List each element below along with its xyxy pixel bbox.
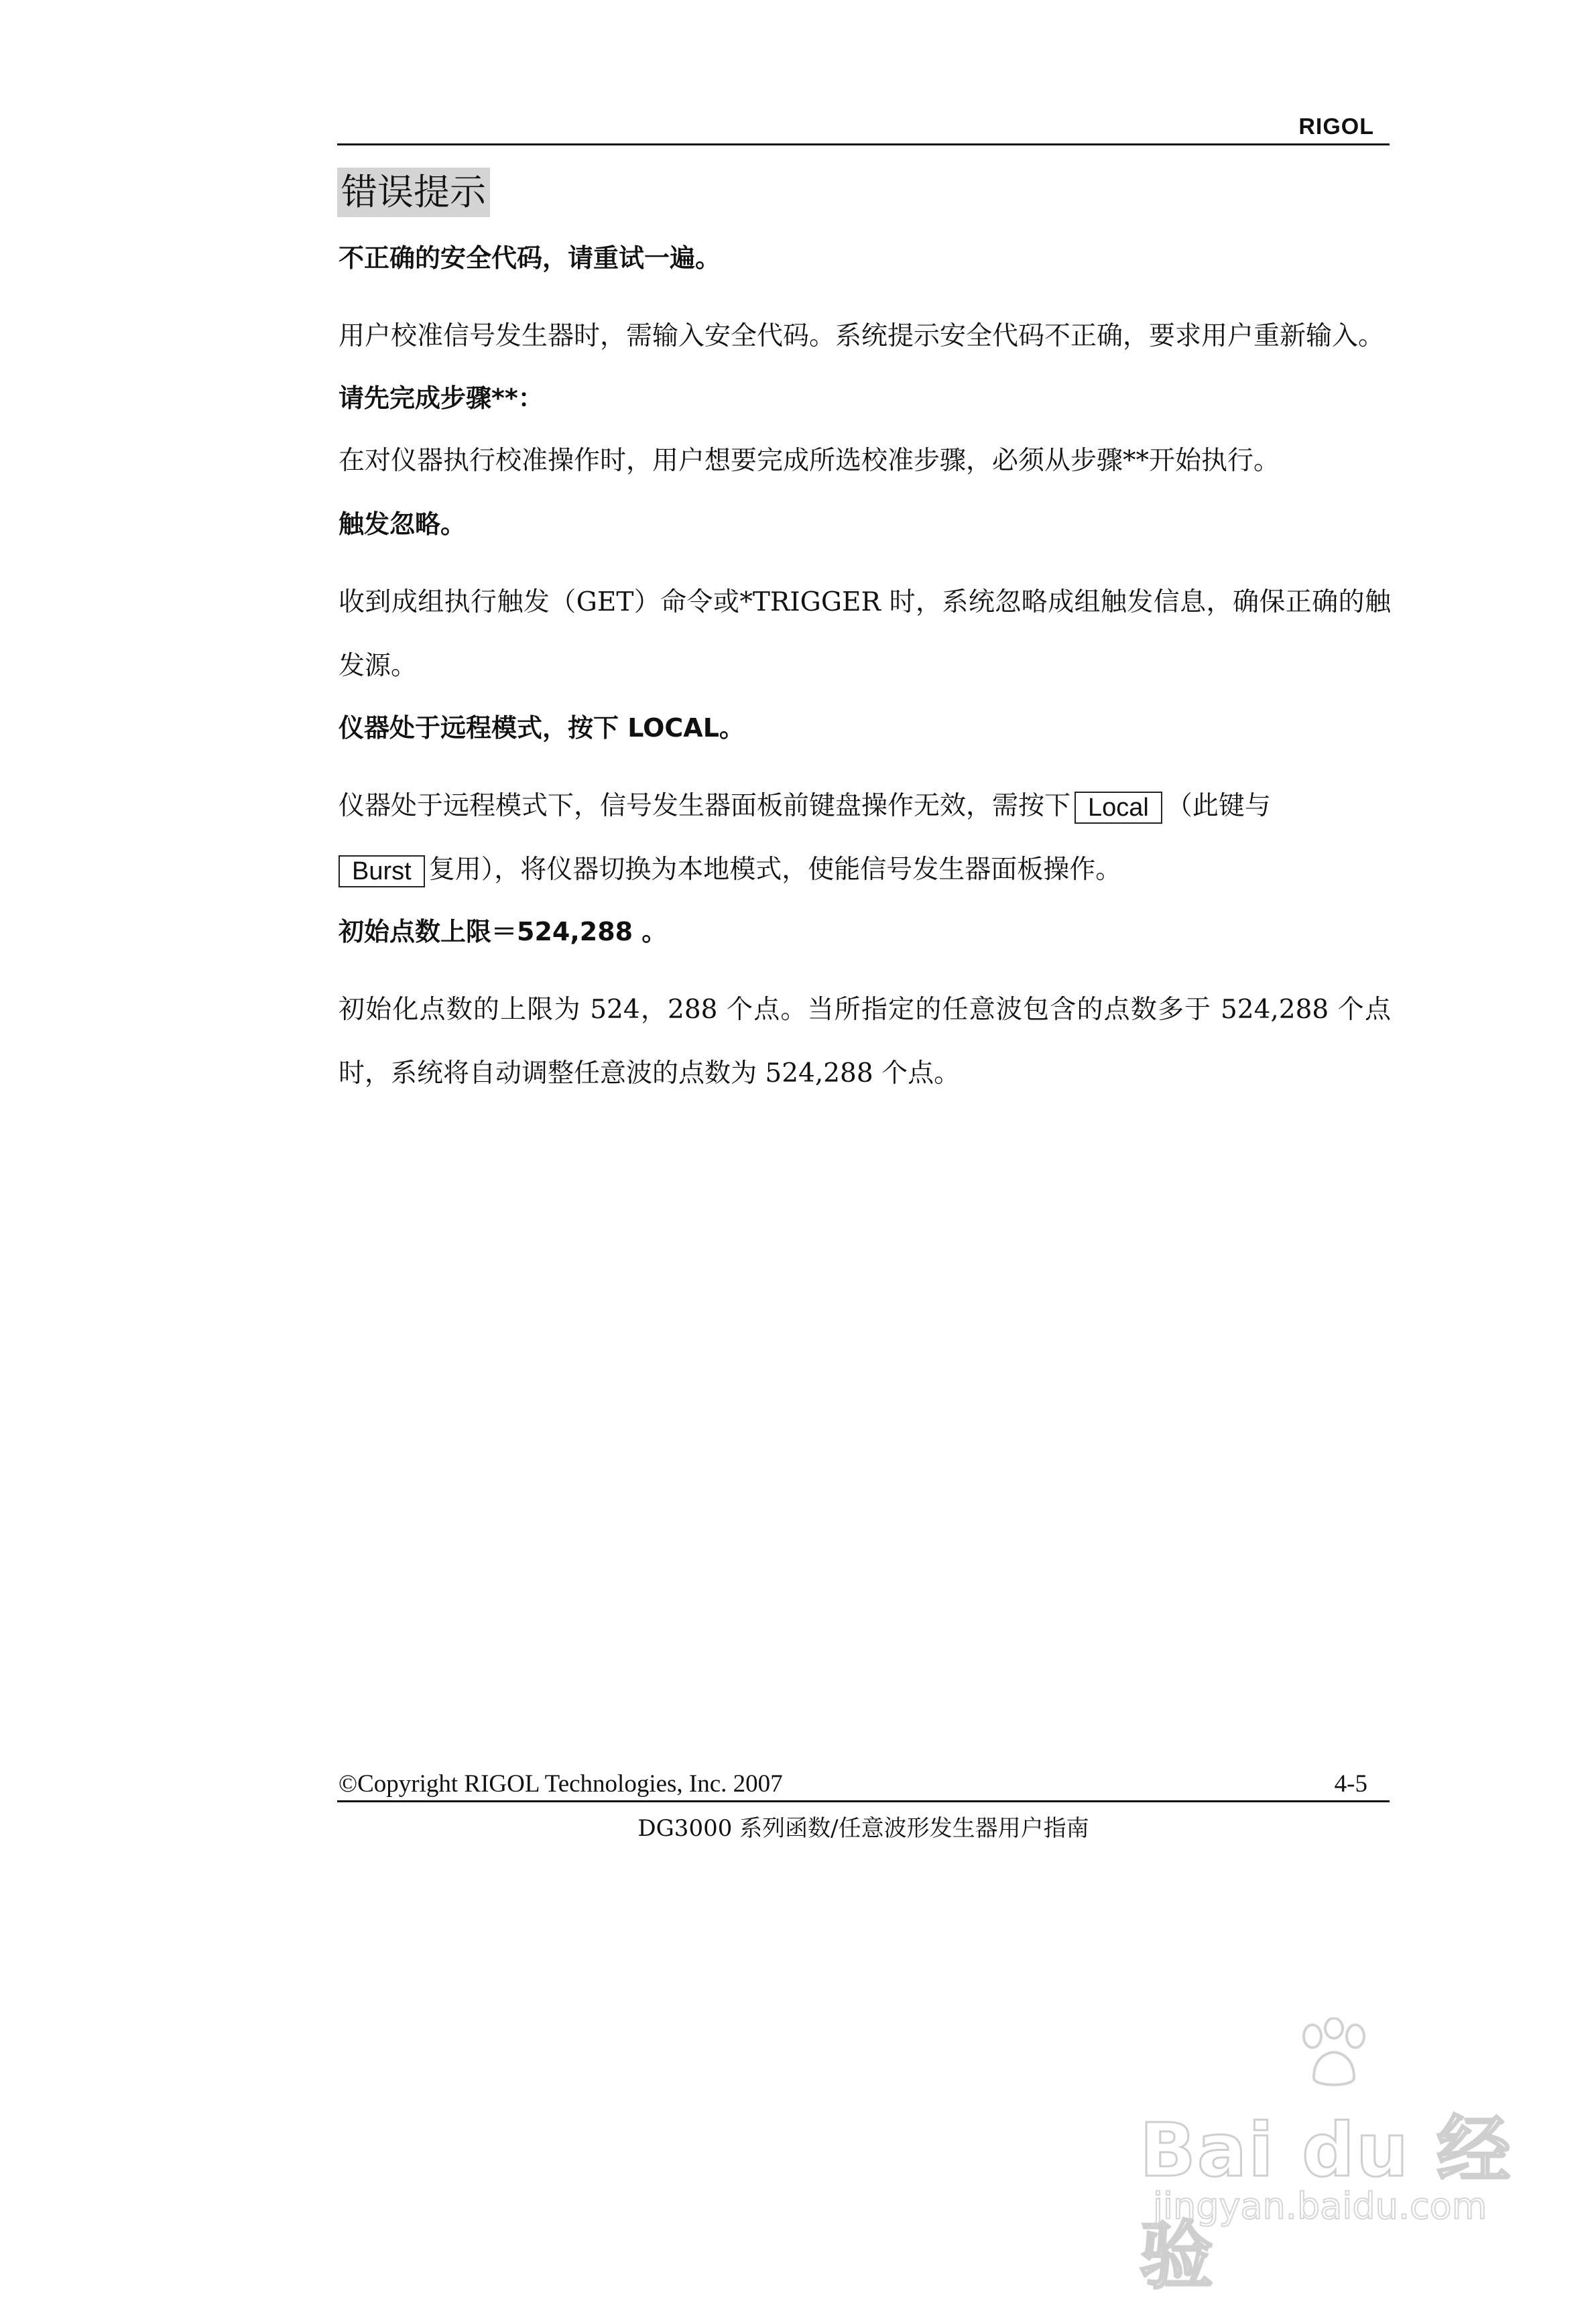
error-description: 用户校准信号发生器时，需输入安全代码。系统提示安全代码不正确，要求用户重新输入。: [339, 321, 1385, 351]
burst-key-label: Burst: [339, 855, 425, 887]
error-title: 不正确的安全代码，请重试一遍。: [339, 243, 721, 273]
error-item: [339, 241, 1391, 368]
paw-icon: [1294, 2017, 1374, 2091]
error-list: [339, 241, 1391, 1119]
baidu-watermark: [1140, 2017, 1569, 2299]
error-description: 收到成组执行触发（GET）命令或*TRIGGER 时，系统忽略成组触发信息，确保正确的触发源。: [339, 587, 1391, 681]
description-text: 复用），将仪器切换为本地模式，使能信号发生器面板操作。: [428, 855, 1122, 885]
page-number: 4-5: [1334, 1770, 1367, 1798]
error-item: [339, 381, 1391, 478]
error-item: [339, 711, 1391, 901]
error-item: [339, 915, 1391, 1105]
local-key-label: Local: [1075, 792, 1162, 824]
footer-rule: [337, 1800, 1390, 1802]
watermark-url: jingyan.baidu.com: [1153, 2185, 1487, 2227]
error-item: [339, 507, 1391, 698]
error-title: 仪器处于远程模式，按下 LOCAL。: [339, 713, 745, 743]
page-title: 错误提示: [337, 168, 490, 217]
error-title: 触发忽略。: [339, 509, 467, 539]
watermark-logo: Bai du 经验: [1140, 2107, 1512, 2299]
error-description: [339, 774, 1391, 901]
footer-copyright: ©Copyright RIGOL Technologies, Inc. 2007: [339, 1770, 783, 1798]
error-title: 初始点数上限＝524,288 。: [339, 917, 668, 946]
header-brand: RIGOL: [1298, 114, 1374, 139]
error-title: 请先完成步骤**：: [339, 383, 544, 413]
error-description: 在对仪器执行校准操作时，用户想要完成所选校准步骤，必须从步骤**开始执行。: [339, 446, 1280, 476]
error-description: 初始化点数的上限为 524，288 个点。当所指定的任意波包含的点数多于 524,288 个点时，系统将自动调整任意波的点数为 524,288 个点。: [339, 995, 1391, 1088]
description-text: （此键与: [1166, 791, 1271, 821]
header-rule: [337, 143, 1390, 145]
description-text: 仪器处于远程模式下，信号发生器面板前键盘操作无效，需按下: [339, 791, 1071, 821]
document-title: DG3000 系列函数/任意波形发生器用户指南: [637, 1815, 1089, 1842]
